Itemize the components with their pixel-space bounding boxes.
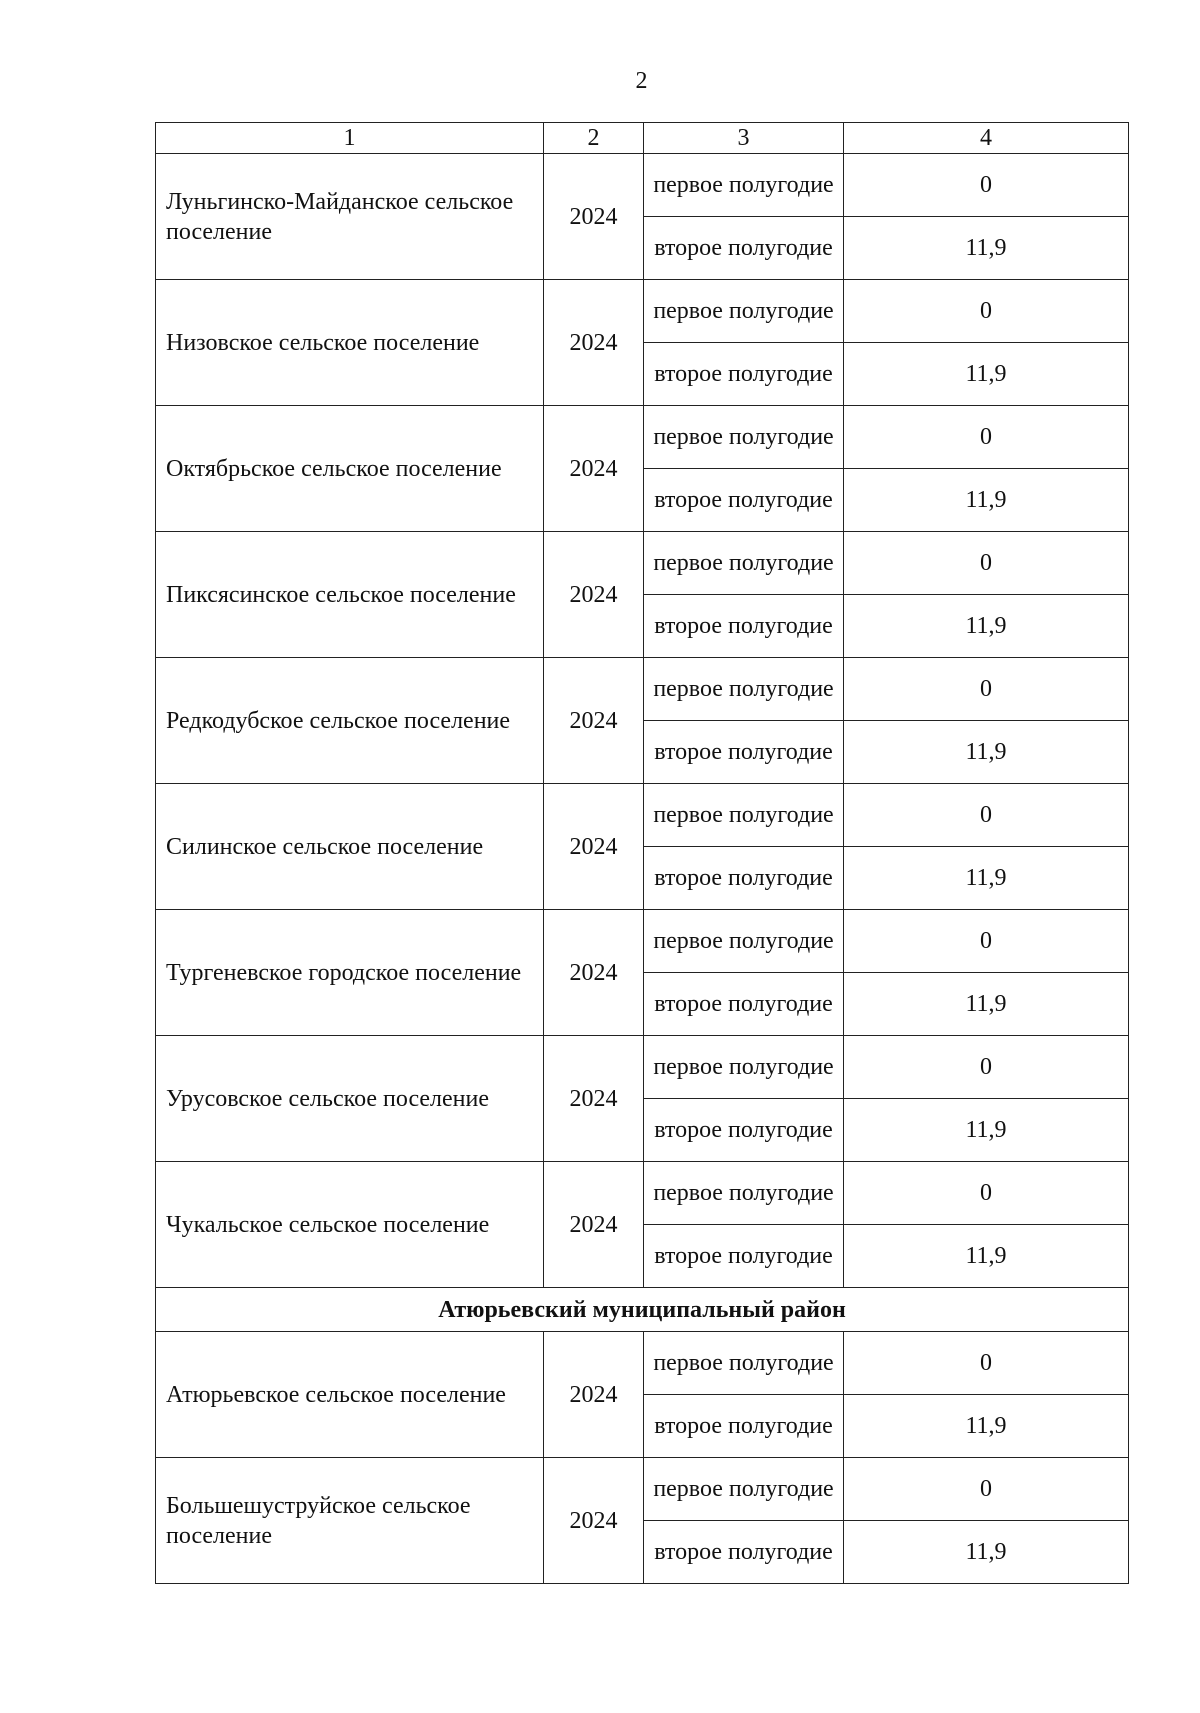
settlement-name: Октябрьское сельское поселение [156, 406, 544, 532]
value-second-half: 11,9 [844, 1099, 1129, 1162]
settlement-name: Чукальское сельское поселение [156, 1162, 544, 1288]
settlement-name: Силинское сельское поселение [156, 784, 544, 910]
year-cell: 2024 [544, 658, 644, 784]
table-row [156, 532, 1129, 595]
header-col-1: 1 [156, 123, 544, 154]
period-first-half: первое полугодие [644, 910, 844, 973]
period-second-half: второе полугодие [644, 973, 844, 1036]
table-row [156, 1162, 1129, 1225]
settlement-name: Большешуструйское сельское поселение [156, 1458, 544, 1584]
period-second-half: второе полугодие [644, 847, 844, 910]
value-first-half: 0 [844, 1332, 1129, 1395]
period-second-half: второе полугодие [644, 1099, 844, 1162]
year-cell: 2024 [544, 532, 644, 658]
value-first-half: 0 [844, 1162, 1129, 1225]
table-row [156, 1332, 1129, 1395]
table-row [156, 1036, 1129, 1099]
value-second-half: 11,9 [844, 595, 1129, 658]
header-col-4: 4 [844, 123, 1129, 154]
period-second-half: второе полугодие [644, 469, 844, 532]
period-second-half: второе полугодие [644, 1395, 844, 1458]
period-first-half: первое полугодие [644, 1458, 844, 1521]
district-title: Атюрьевский муниципальный район [156, 1288, 1129, 1332]
value-second-half: 11,9 [844, 217, 1129, 280]
settlement-name: Пиксясинское сельское поселение [156, 532, 544, 658]
value-second-half: 11,9 [844, 847, 1129, 910]
period-first-half: первое полугодие [644, 532, 844, 595]
period-second-half: второе полугодие [644, 343, 844, 406]
year-cell: 2024 [544, 154, 644, 280]
table-row [156, 658, 1129, 721]
table-row [156, 406, 1129, 469]
period-first-half: первое полугодие [644, 154, 844, 217]
period-second-half: второе полугодие [644, 595, 844, 658]
settlement-name: Урусовское сельское поселение [156, 1036, 544, 1162]
value-first-half: 0 [844, 154, 1129, 217]
settlement-name: Тургеневское городское поселение [156, 910, 544, 1036]
header-col-3: 3 [644, 123, 844, 154]
period-first-half: первое полугодие [644, 280, 844, 343]
header-col-2: 2 [544, 123, 644, 154]
year-cell: 2024 [544, 784, 644, 910]
table-row [156, 784, 1129, 847]
period-first-half: первое полугодие [644, 784, 844, 847]
value-second-half: 11,9 [844, 469, 1129, 532]
value-first-half: 0 [844, 784, 1129, 847]
table-row [156, 910, 1129, 973]
year-cell: 2024 [544, 1332, 644, 1458]
period-first-half: первое полугодие [644, 1332, 844, 1395]
period-first-half: первое полугодие [644, 658, 844, 721]
value-first-half: 0 [844, 1036, 1129, 1099]
period-second-half: второе полугодие [644, 721, 844, 784]
settlement-name: Низовское сельское поселение [156, 280, 544, 406]
year-cell: 2024 [544, 1162, 644, 1288]
year-cell: 2024 [544, 280, 644, 406]
settlement-name: Атюрьевское сельское поселение [156, 1332, 544, 1458]
value-first-half: 0 [844, 280, 1129, 343]
value-first-half: 0 [844, 406, 1129, 469]
data-table [155, 122, 1129, 1584]
period-second-half: второе полугодие [644, 1521, 844, 1584]
value-second-half: 11,9 [844, 343, 1129, 406]
value-second-half: 11,9 [844, 973, 1129, 1036]
period-first-half: первое полугодие [644, 1162, 844, 1225]
settlement-name: Луньгинско-Майданское сельское поселение [156, 154, 544, 280]
year-cell: 2024 [544, 406, 644, 532]
settlement-name: Редкодубское сельское поселение [156, 658, 544, 784]
period-first-half: первое полугодие [644, 406, 844, 469]
value-first-half: 0 [844, 532, 1129, 595]
page-number: 2 [635, 68, 648, 94]
value-second-half: 11,9 [844, 1395, 1129, 1458]
value-second-half: 11,9 [844, 1225, 1129, 1288]
period-first-half: первое полугодие [644, 1036, 844, 1099]
table-row [156, 1458, 1129, 1521]
value-first-half: 0 [844, 1458, 1129, 1521]
value-first-half: 0 [844, 910, 1129, 973]
period-second-half: второе полугодие [644, 217, 844, 280]
table-row [156, 280, 1129, 343]
period-second-half: второе полугодие [644, 1225, 844, 1288]
value-first-half: 0 [844, 658, 1129, 721]
table-row [156, 154, 1129, 217]
year-cell: 2024 [544, 910, 644, 1036]
year-cell: 2024 [544, 1458, 644, 1584]
value-second-half: 11,9 [844, 1521, 1129, 1584]
header-row [156, 123, 1129, 154]
value-second-half: 11,9 [844, 721, 1129, 784]
year-cell: 2024 [544, 1036, 644, 1162]
district-row [156, 1288, 1129, 1332]
